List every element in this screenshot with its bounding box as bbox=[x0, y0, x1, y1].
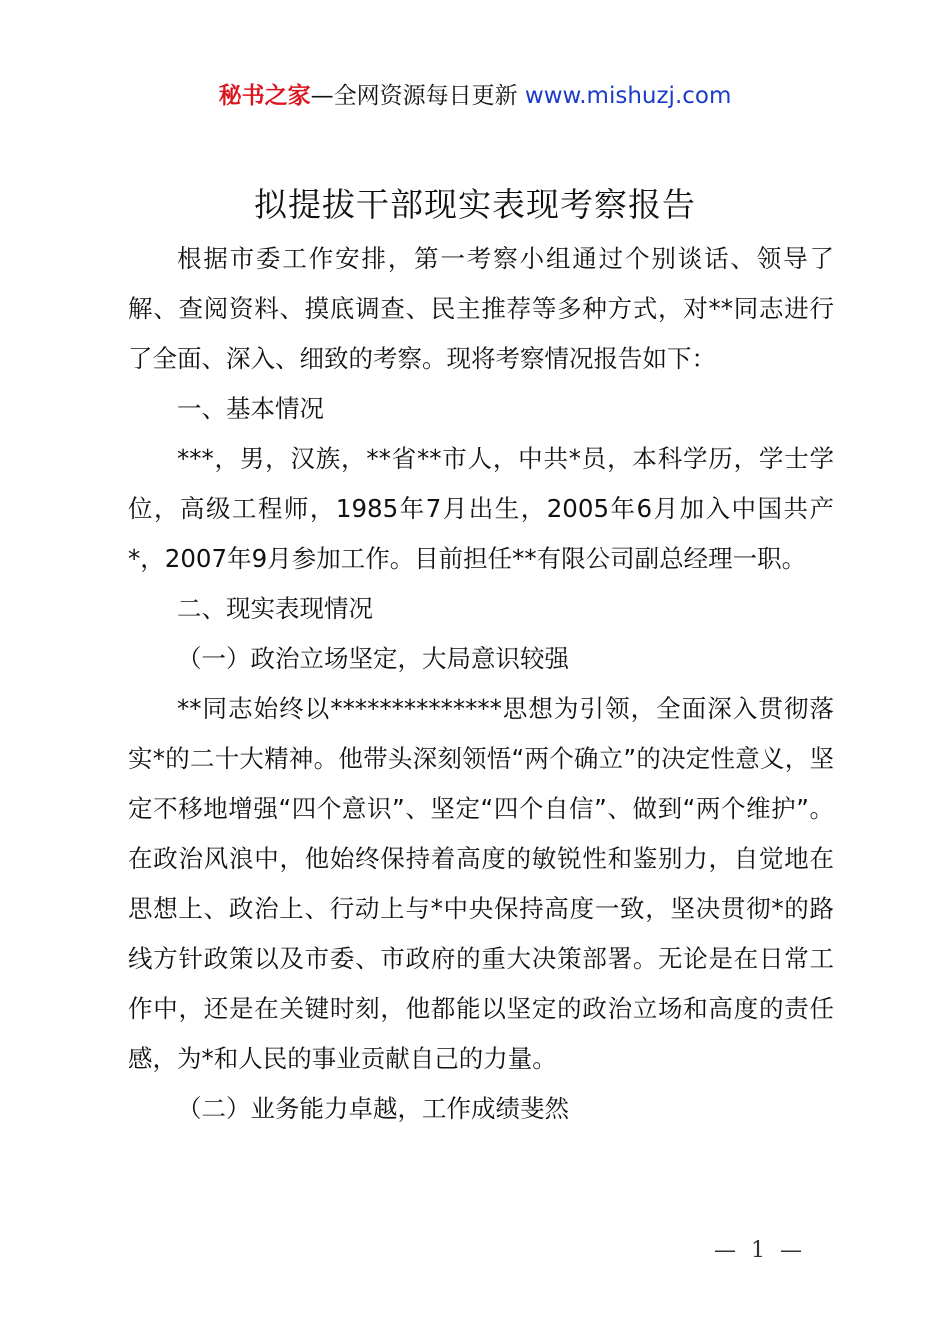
page-number: — 1 — bbox=[714, 1238, 806, 1263]
brand-name: 秘书之家 bbox=[218, 83, 311, 109]
document-title: 拟提拔干部现实表现考察报告 bbox=[254, 185, 696, 224]
intro-paragraph: 根据市委工作安排，第一考察小组通过个别谈话、领导了解、查阅资料、摸底调查、民主推荐等多种方式，对**同志进行了全面、深入、细致的考察。现将考察情况报告如下： bbox=[128, 244, 834, 373]
basic-info-paragraph: ***，男，汉族，**省**市人，中共*员，本科学历，学士学位，高级工程师，1985年7月出生，2005年6月加入中国共产*，2007年9月参加工作。目前担任**有限公司副总经理一职。 bbox=[128, 444, 834, 573]
site-header bbox=[0, 80, 950, 112]
document-body bbox=[128, 234, 834, 1134]
site-url-link[interactable]: www.mishuzj.com bbox=[524, 83, 732, 109]
section-heading-performance: 二、现实表现情况 bbox=[177, 594, 373, 623]
header-tagline: —全网资源每日更新 bbox=[310, 83, 518, 109]
political-stance-paragraph: **同志始终以**************思想为引领，全面深入贯彻落实*的二十大精神。他带头深刻领悟“两个确立”的决定性意义，坚定不移地增强“四个意识”、坚定“四个自信”、做到“两个维护”。在政治风浪中，他始终保持着高度的敏锐性和鉴别力，自觉地在思想上、政治上、行动上与*中央保持高度一致，坚决贯彻*的路线方针政策以及市委、市政府的重大决策部署。无论是在日常工作中，还是在关键时刻，他都能以坚定的政治立场和高度的责任感，为*和人民的事业贡献自己的力量。 bbox=[128, 694, 834, 1073]
subheading-political-stance: （一）政治立场坚定，大局意识较强 bbox=[177, 644, 569, 673]
subheading-business-ability: （二）业务能力卓越，工作成绩斐然 bbox=[177, 1094, 569, 1123]
section-heading-basic-info: 一、基本情况 bbox=[177, 394, 324, 423]
